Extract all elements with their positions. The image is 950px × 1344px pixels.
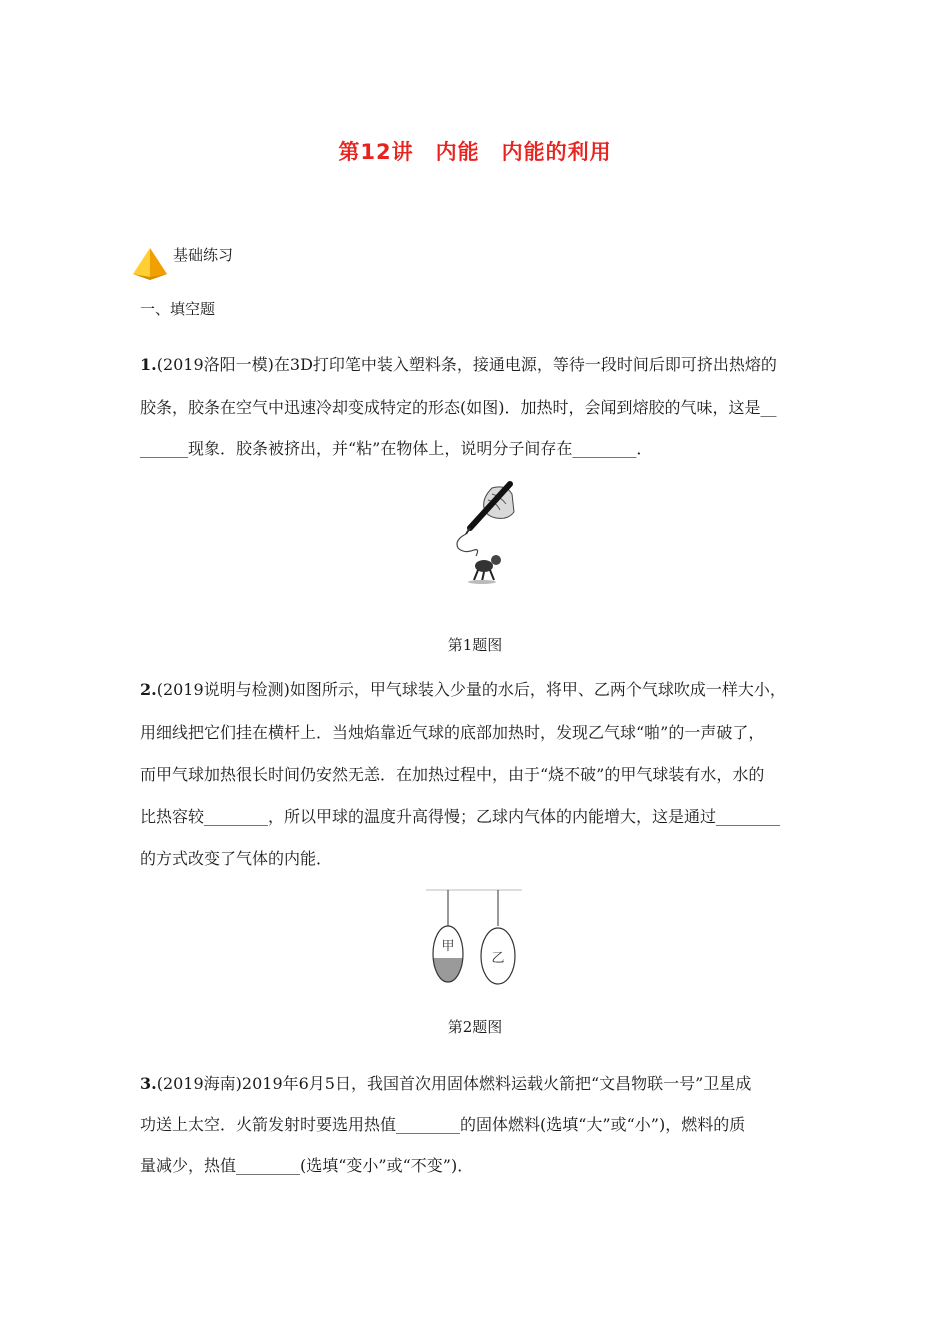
question-line: 比热容较________，所以甲球的温度升高得慢；乙球内气体的内能增大，这是通过________ [140, 807, 781, 826]
question-line: 而甲气球加热很长时间仍安然无恙．在加热过程中，由于“烧不破”的甲气球装有水，水的 [140, 765, 765, 784]
balloons-figure [422, 886, 526, 990]
question-line [140, 352, 777, 375]
question-number: 2. [140, 680, 157, 699]
pyramid-icon [131, 246, 169, 282]
question-line: 功送上太空．火箭发射时要选用热值________的固体燃料(选填“大”或“小”)，燃料的质 [140, 1115, 746, 1134]
question-line: 量减少，热值________(选填“变小”或“不变”)． [140, 1156, 474, 1175]
question-text: (2019说明与检测)如图所示，甲气球装入少量的水后，将甲、乙两个气球吹成一样大小， [156, 680, 786, 699]
question-number: 3. [140, 1074, 157, 1093]
question-line: 用细线把它们挂在横杆上．当烛焰靠近气球的底部加热时，发现乙气球“啪”的一声破了， [140, 723, 765, 742]
question-number: 1. [140, 355, 157, 374]
balloon-label-right: 乙 [491, 951, 505, 966]
figure-caption: 第1题图 [447, 636, 503, 654]
question-text: (2019洛阳一模)在3D打印笔中装入塑料条，接通电源，等待一段时间后即可挤出热熔的 [156, 355, 777, 374]
figure-caption: 第2题图 [447, 1018, 503, 1036]
page-title: 第12讲 内能 内能的利用 [338, 140, 612, 164]
part-heading: 一、填空题 [140, 300, 216, 318]
question-line [140, 677, 786, 700]
question-text: (2019海南)2019年6月5日，我国首次用固体燃料运载火箭把“文昌物联一号”卫星成 [156, 1074, 752, 1093]
question-line: ______现象．胶条被挤出，并“粘”在物体上，说明分子间存在________． [140, 439, 653, 458]
question-line: 的方式改变了气体的内能． [140, 849, 333, 868]
question-line: 胶条，胶条在空气中迅速冷却变成特定的形态(如图)．加热时，会闻到熔胶的气味，这是__ [140, 398, 777, 417]
question-line [140, 1071, 751, 1094]
3d-pen-figure [440, 480, 520, 586]
section-badge-label: 基础练习 [173, 246, 234, 264]
balloon-label-left: 甲 [441, 939, 455, 954]
